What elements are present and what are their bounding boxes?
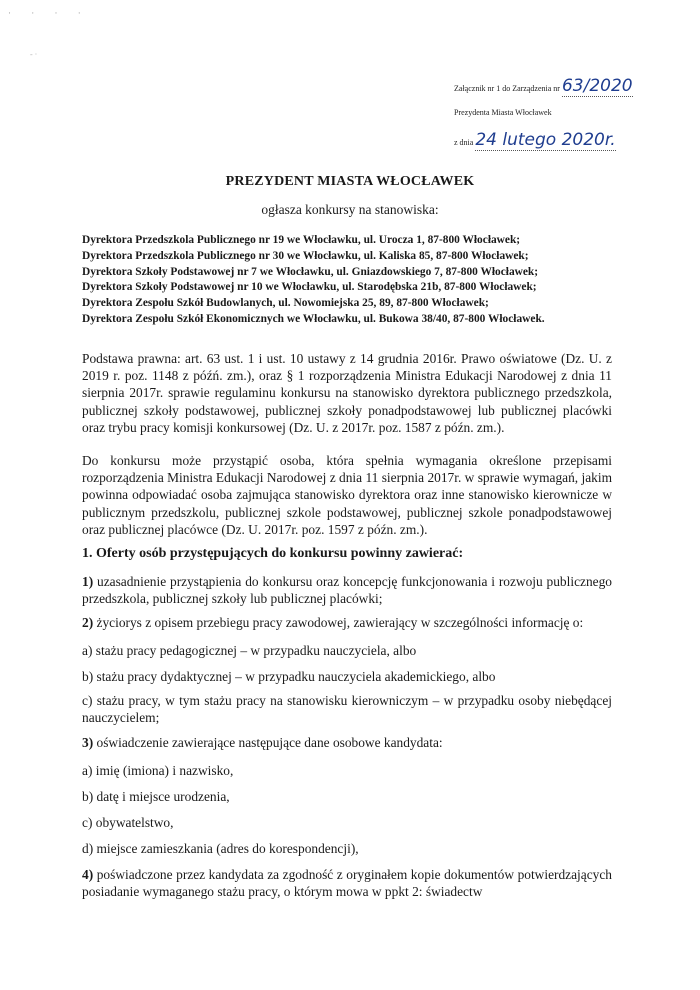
item-text: oświadczenie zawierające następujące dane osobowe kandydata: xyxy=(96,735,443,750)
scan-speckles: · · · · xyxy=(8,8,90,18)
date-prefix: z dnia xyxy=(454,138,474,147)
offer-item-1 xyxy=(82,573,612,607)
item-text: poświadczone przez kandydata za zgodność z oryginałem kopie dokumentów potwierdzających posiadanie wymaganego stażu pracy, o którym mowa w ppkt 2: świadectw xyxy=(82,867,612,900)
position-item: Dyrektora Szkoły Podstawowej nr 7 we Włocławku, ul. Gniazdowskiego 7, 87-800 Włocławek; xyxy=(82,265,539,278)
item-number: 1) xyxy=(82,574,94,589)
item-number: 2) xyxy=(82,615,94,630)
scan-speckles-2: - · xyxy=(30,50,38,59)
eligibility-paragraph: Do konkursu może przystąpić osoba, która spełnia wymagania określone przepisami rozporządzenia Ministra Edukacji Narodowej z dnia 11 sierpnia 2017r. w sprawie wymagań, jakim powinna odpowiadać osoba zajmująca stanowisko dyrektora oraz inne stanowisko kierownicze w publicznym przedszkolu, publicznej szkole podstawowej, publicznej szkole ponadpodstawowej oraz publicznej placówce (Dz. U. 2017r. poz. 1597 z późn. zm.). xyxy=(82,453,612,537)
item-number: 3) xyxy=(82,735,94,750)
sub-item-a2: a) imię (imiona) i nazwisko, xyxy=(82,763,234,778)
sub-item-c2: c) obywatelstwo, xyxy=(82,815,174,830)
section-1-heading: 1. Oferty osób przystępujących do konkursu powinny zawierać: xyxy=(82,546,464,561)
offer-item-3 xyxy=(82,734,612,751)
item-number: 4) xyxy=(82,867,94,882)
item-text: uzasadnienie przystąpienia do konkursu oraz koncepcję funkcjonowania i rozwoju publicznego przedszkola, publicznej szkoły lub publicznej placówki; xyxy=(82,574,612,607)
offer-item-2 xyxy=(82,614,612,631)
offer-item-4 xyxy=(82,866,612,900)
date-handwritten: 24 lutego 2020r. xyxy=(475,130,616,150)
legal-basis-paragraph: Podstawa prawna: art. 63 ust. 1 i ust. 10 ustawy z 14 grudnia 2016r. Prawo oświatowe (Dz. U. z 2019 r. poz. 1148 z późń. zm.), oraz § 1 rozporządzenia Ministra Edukacji Narodowej z dnia 11 sierpnia 2017r. sprawie regulaminu konkursu na stanowisko dyrektora publicznego przedszkola, publicznej szkoły podstawowej, publicznej szkoły ponadpodstawowej lub publicznej placówki oraz trybu pracy komisji konkursowej (Dz. U. z 2017r. poz. 1587 z późn. zm.). xyxy=(82,351,612,435)
position-item: Dyrektora Przedszkola Publicznego nr 19 we Włocławku, ul. Urocza 1, 87-800 Włocławek; xyxy=(82,234,521,246)
document-subtitle: ogłasza konkursy na stanowiska: xyxy=(261,202,439,217)
item-text: życiorys z opisem przebiegu pracy zawodowej, zawierający w szczególności informację o: xyxy=(96,615,584,630)
date-line xyxy=(454,130,616,151)
attachment-line xyxy=(454,76,633,97)
document-title: PREZYDENT MIASTA WŁOCŁAWEK xyxy=(225,174,475,189)
position-item: Dyrektora Szkoły Podstawowej nr 10 we Włocławku, ul. Starodębska 21b, 87-800 Włocławek; xyxy=(82,281,537,294)
positions-list xyxy=(82,233,622,328)
ordinance-number-handwritten: 63/2020 xyxy=(561,76,633,96)
position-item: Dyrektora Zespołu Szkół Ekonomicznych we Włocławku, ul. Bukowa 38/40, 87-800 Włocławek. xyxy=(82,312,545,325)
sub-item-b1: b) stażu pracy dydaktycznej – w przypadku nauczyciela akademickiego, albo xyxy=(82,669,496,684)
sub-item-c1: c) stażu pracy, w tym stażu pracy na stanowisku kierowniczym – w przypadku osoby niebędącej nauczycielem; xyxy=(82,693,612,726)
sub-item-b2: b) datę i miejsce urodzenia, xyxy=(82,789,230,804)
position-item: Dyrektora Przedszkola Publicznego nr 30 we Włocławku, ul. Kaliska 85, 87-800 Włocławek; xyxy=(82,249,529,262)
mayor-line: Prezydenta Miasta Włocławek xyxy=(454,108,552,117)
sub-item-a1: a) stażu pracy pedagogicznej – w przypadku nauczyciela, albo xyxy=(82,643,417,658)
attachment-prefix: Załącznik nr 1 do Zarządzenia nr xyxy=(454,84,560,93)
sub-item-d2: d) miejsce zamieszkania (adres do korespondencji), xyxy=(82,841,359,856)
position-item: Dyrektora Zespołu Szkół Budowlanych, ul. Nowomiejska 25, 89, 87-800 Włocławek; xyxy=(82,297,489,310)
